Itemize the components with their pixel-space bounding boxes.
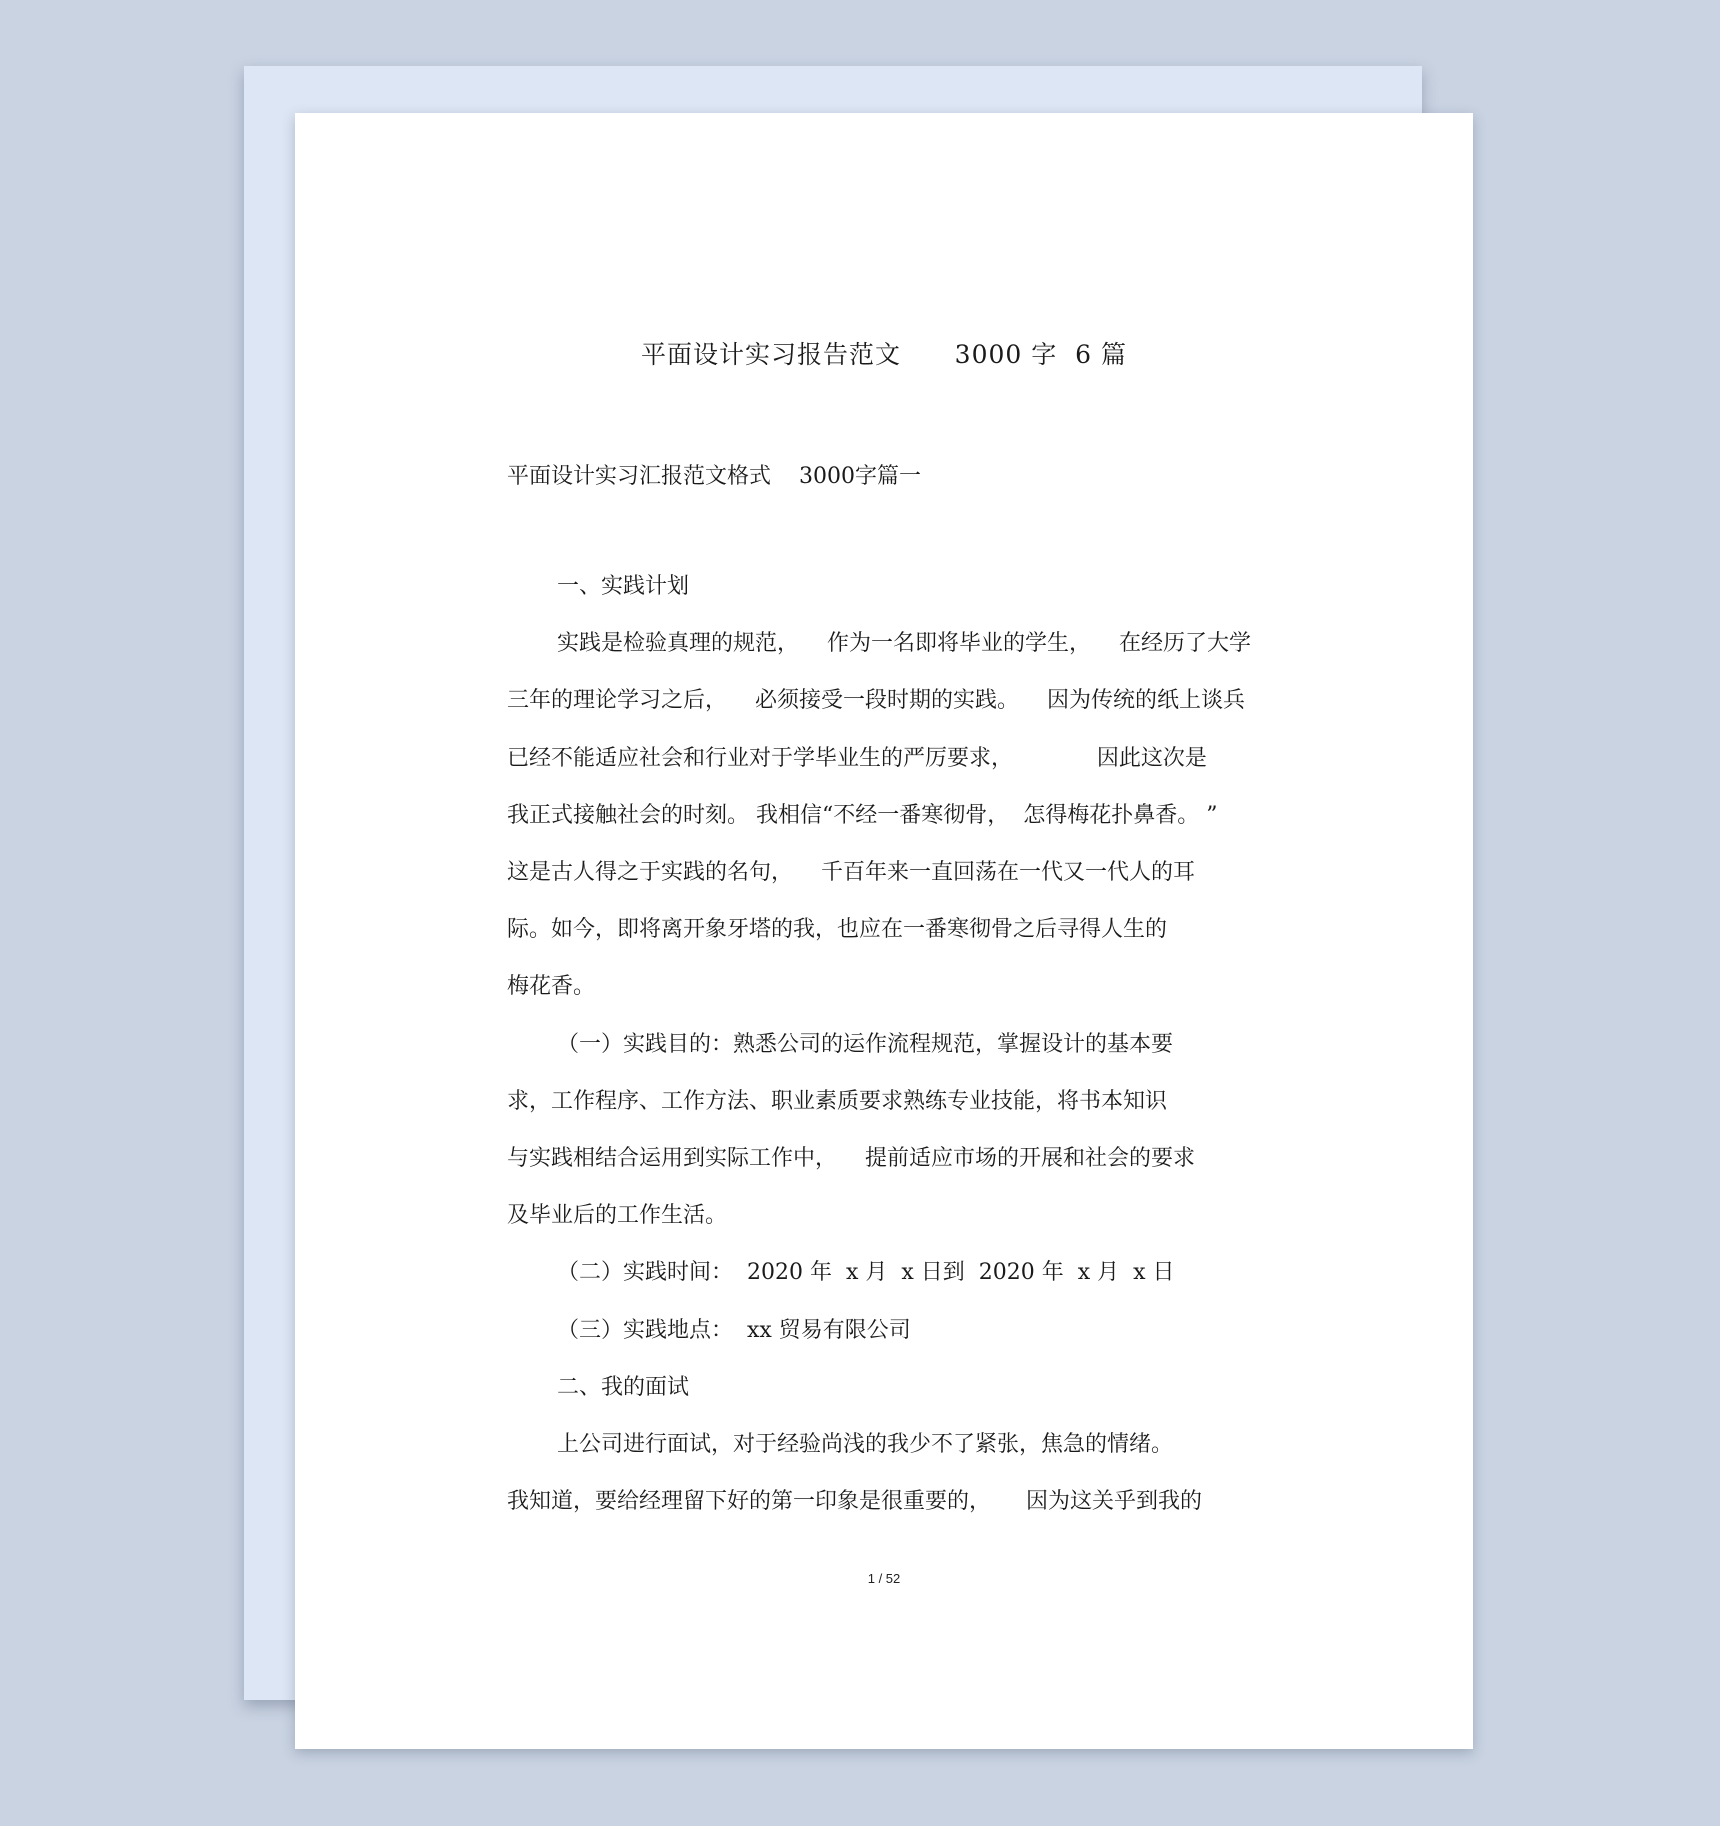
document-page (295, 113, 1473, 1749)
heading-my-interview: 二、我的面试 (557, 1375, 690, 1400)
paragraph-line: 实践是检验真理的规范， 作为一名即将毕业的学生， 在经历了大学 (557, 631, 1251, 656)
paragraph-line: 及毕业后的工作生活。 (507, 1203, 728, 1228)
paragraph-line: 我知道，要给经理留下好的第一印象是很重要的， 因为这关乎到我的 (507, 1489, 1202, 1514)
paragraph-line: （一）实践目的：熟悉公司的运作流程规范，掌握设计的基本要 (557, 1032, 1174, 1057)
page-number: 1 / 52 (867, 1571, 901, 1586)
document-title: 平面设计实习报告范文 3000 字 6 篇 (641, 340, 1127, 369)
paragraph-line: 际。如今，即将离开象牙塔的我，也应在一番寒彻骨之后寻得人生的 (507, 917, 1168, 942)
practice-time-line: （二）实践时间： 2020 年 x 月 x 日到 2020 年 x 月 x 日 (557, 1260, 1175, 1285)
paragraph-line: 三年的理论学习之后， 必须接受一段时期的实践。 因为传统的纸上谈兵 (507, 688, 1245, 713)
paragraph-line: 梅花香。 (507, 974, 596, 999)
section-subtitle: 平面设计实习汇报范文格式 3000字篇一 (507, 464, 921, 489)
paragraph-line: 求，工作程序、工作方法、职业素质要求熟练专业技能，将书本知识 (507, 1089, 1168, 1114)
paragraph-line: 已经不能适应社会和行业对于学毕业生的严厉要求， 因此这次是 (507, 746, 1207, 771)
paragraph-line: 我正式接触社会的时刻。 我相信“不经一番寒彻骨， 怎得梅花扑鼻香。 ” (507, 803, 1218, 828)
heading-practice-plan: 一、实践计划 (557, 574, 690, 599)
practice-location-line: （三）实践地点： xx 贸易有限公司 (557, 1318, 911, 1343)
paragraph-line: 与实践相结合运用到实际工作中， 提前适应市场的开展和社会的要求 (507, 1146, 1195, 1171)
paragraph-line: 上公司进行面试，对于经验尚浅的我少不了紧张，焦急的情绪。 (557, 1432, 1174, 1457)
paragraph-line: 这是古人得之于实践的名句， 千百年来一直回荡在一代又一代人的耳 (507, 860, 1195, 885)
